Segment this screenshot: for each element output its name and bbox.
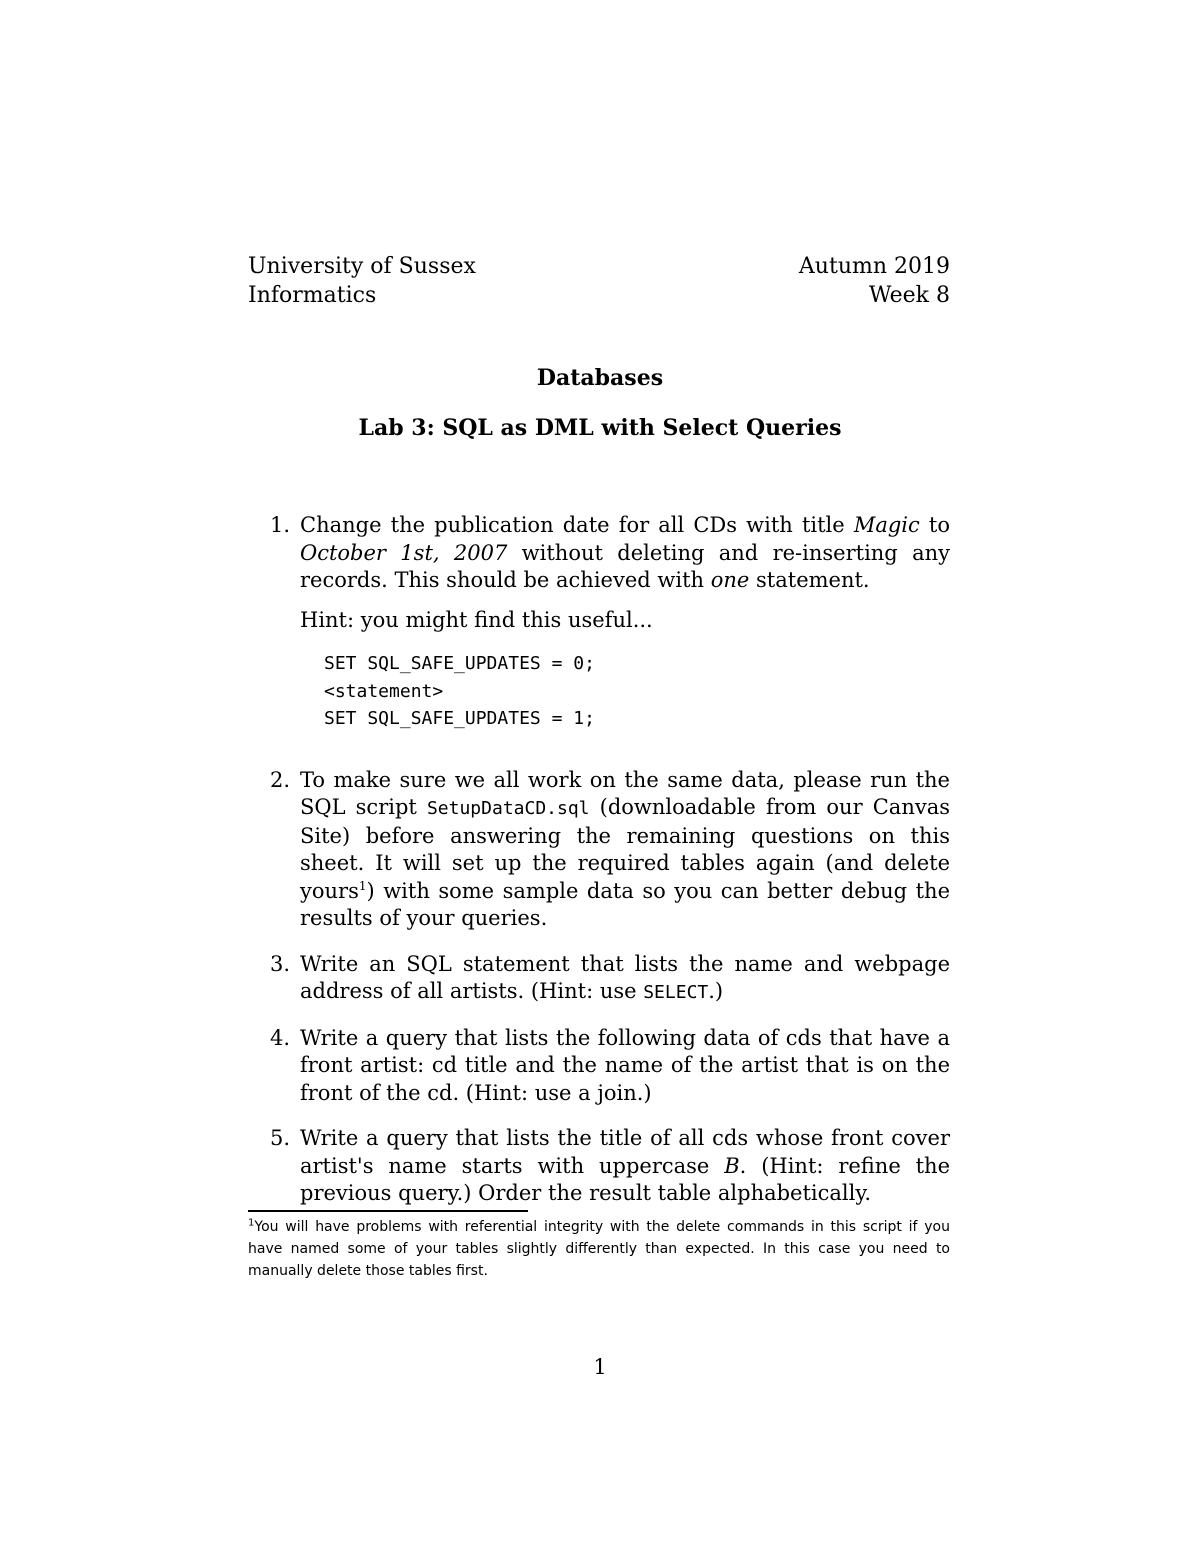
footnote-mark: 1	[248, 1217, 255, 1229]
question-text: Write a query that lists the following data of cds that have a front artist: cd title and the name of the artist that is on the front of the cd. (Hint: use a join.)	[300, 1025, 950, 1105]
question-number: 2.	[270, 767, 291, 792]
question-text: Write a query that lists the title of all cds whose front cover artist's name starts with uppercase B. (Hint: refine the previous query.) Order the result table alphabetically.	[300, 1126, 951, 1205]
code-line: SET SQL_SAFE_UPDATES = 0;	[324, 653, 595, 674]
lab-title: Lab 3: SQL as DML with Select Queries	[358, 415, 842, 441]
question-text: To make sure we all work on the same data, please run the SQL script SetupDataCD.sql (downloadable from our Canvas Site) before answering the remaining questions on this sheet. It will set up the required tables again (and delete yours$^1$) with some sample data so you can better debug the results of your queries.	[300, 767, 951, 930]
university-name: University of Sussex	[248, 254, 476, 279]
course-title: Databases	[536, 365, 664, 391]
question-3	[248, 951, 950, 1007]
term-label: Autumn 2019	[798, 254, 950, 279]
code-block	[324, 650, 950, 733]
question-text: Change the publication date for all CDs with title Magic to October 1st, 2007 without deleting and re-inserting any records. This should be achieved with one statement.	[300, 513, 951, 592]
question-2	[248, 767, 950, 933]
question-text: Write an SQL statement that lists the name and webpage address of all artists. (Hint: use SELECT.)	[300, 951, 950, 1003]
question-number: 4.	[270, 1025, 291, 1050]
department-name: Informatics	[248, 283, 377, 308]
question-4	[248, 1025, 950, 1108]
script-filename: SetupDataCD.sql	[426, 798, 590, 819]
question-number: 3.	[270, 951, 291, 976]
question-list	[248, 512, 950, 1208]
footnote-divider	[248, 1210, 528, 1212]
page-number: 1	[593, 1355, 607, 1379]
question-number: 5.	[270, 1126, 291, 1150]
question-number: 1.	[270, 513, 291, 537]
footnote	[248, 1216, 950, 1282]
sql-keyword: SELECT	[643, 982, 709, 1003]
footnote-text: You will have problems with referential integrity with the delete commands in this script if you have named some of your tables slightly differently than expected. In this case you need to manually delete those tables first.	[248, 1219, 950, 1279]
footnote-mark: 1	[358, 878, 367, 893]
code-line: SET SQL_SAFE_UPDATES = 1;	[324, 708, 595, 729]
code-line: <statement>	[324, 680, 444, 702]
question-5	[248, 1125, 950, 1208]
hint-text: Hint: you might find this useful...	[300, 607, 653, 632]
question-1	[248, 512, 950, 733]
week-label: Week 8	[868, 283, 950, 308]
